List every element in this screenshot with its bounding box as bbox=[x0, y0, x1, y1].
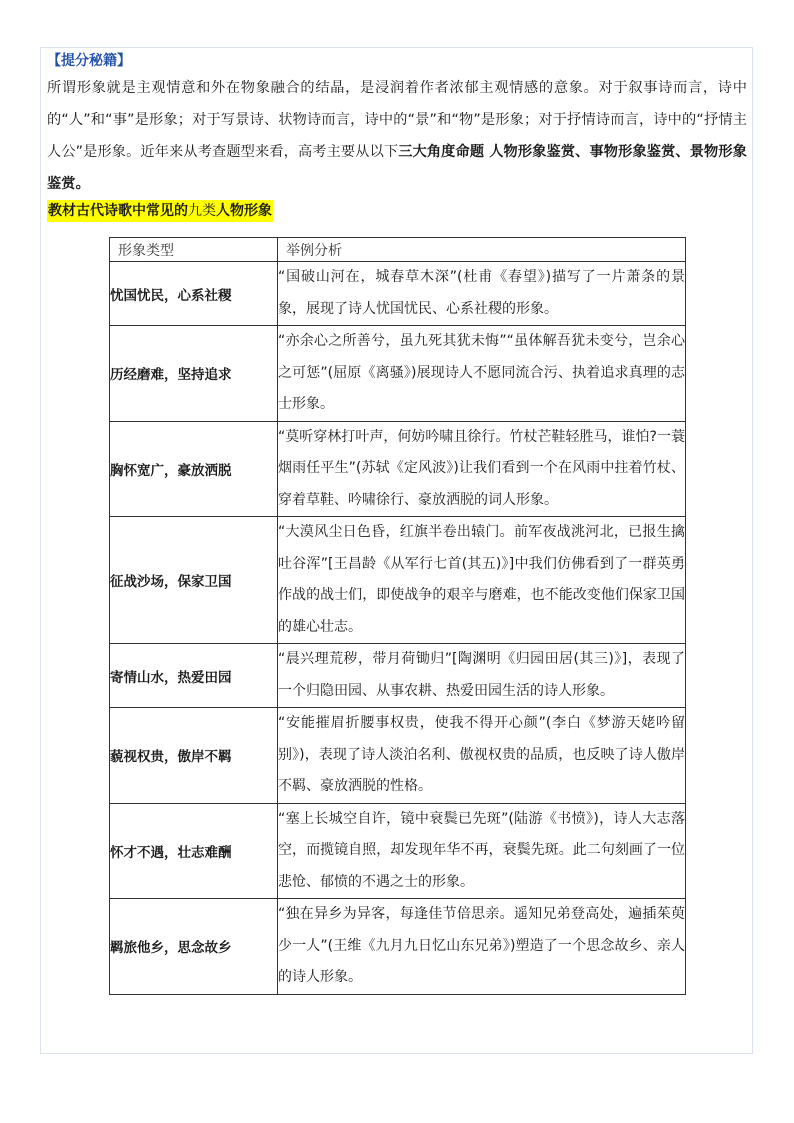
intro-emphasis: 三大角度命题 人物形象鉴赏、事物形象鉴赏、景物形象鉴赏。 bbox=[47, 144, 747, 192]
type-cell: 藐视权贵，傲岸不羁 bbox=[110, 708, 278, 804]
type-cell: 羁旅他乡，思念故乡 bbox=[110, 899, 278, 995]
section-heading bbox=[47, 200, 273, 222]
section-heading-prefix: 教材古代诗歌中常见的 bbox=[48, 203, 188, 219]
analysis-cell: “大漠风尘日色昏，红旗半卷出辕门。前军夜战洮河北，已报生擒吐谷浑”[王昌龄《从军行七首(其五)》]中我们仿佛看到了一群英勇作战的战士们，即使战争的艰辛与磨难，也不能改变他们保家卫国的雄心壮志。 bbox=[278, 517, 686, 644]
table-row bbox=[110, 899, 686, 995]
section-heading-suffix: 人物形象 bbox=[216, 203, 272, 219]
analysis-cell: “安能摧眉折腰事权贵，使我不得开心颜”(李白《梦游天姥吟留别》)，表现了诗人淡泊名利、傲视权贵的品质，也反映了诗人傲岸不羁、豪放洒脱的性格。 bbox=[278, 708, 686, 804]
section-heading-wrap bbox=[47, 200, 747, 226]
type-cell: 征战沙场，保家卫国 bbox=[110, 517, 278, 644]
analysis-cell: “国破山河在，城春草木深”(杜甫《春望》)描写了一片萧条的景象，展现了诗人忧国忧民、心系社稷的形象。 bbox=[278, 262, 686, 326]
document-content bbox=[47, 50, 747, 226]
analysis-cell: “塞上长城空自许，镜中衰鬓已先斑”(陆游《书愤》)，诗人大志落空，而揽镜自照，却发现年华不再，衰鬓先斑。此二句刻画了一位悲怆、郁愤的不遇之士的形象。 bbox=[278, 803, 686, 899]
table-header-row bbox=[110, 238, 686, 262]
header-type: 形象类型 bbox=[110, 238, 278, 262]
table-row bbox=[110, 644, 686, 708]
table-row bbox=[110, 803, 686, 899]
type-cell: 怀才不遇，壮志难酬 bbox=[110, 803, 278, 899]
intro-text: 所谓形象就是主观情意和外在物象融合的结晶，是浸润着作者浓郁主观情感的意象。对于叙事诗而言，诗中的“人”和“事”是形象；对于写景诗、状物诗而言，诗中的“景”和“物”是形象；对于抒情诗而言，诗中的“抒情主人公”是形象。近年来从考查题型来看，高考主要从以下 bbox=[47, 80, 747, 160]
analysis-cell: “莫听穿林打叶声，何妨吟啸且徐行。竹杖芒鞋轻胜马，谁怕?一蓑烟雨任平生”(苏轼《定风波》)让我们看到一个在风雨中拄着竹杖、穿着草鞋、吟啸徐行、豪放洒脱的词人形象。 bbox=[278, 421, 686, 517]
intro-paragraph bbox=[47, 72, 747, 200]
table-row bbox=[110, 517, 686, 644]
type-cell: 寄情山水，热爱田园 bbox=[110, 644, 278, 708]
table-row bbox=[110, 326, 686, 422]
type-cell: 忧国忧民，心系社稷 bbox=[110, 262, 278, 326]
character-image-table bbox=[109, 237, 686, 995]
table-row bbox=[110, 262, 686, 326]
analysis-cell: “亦余心之所善兮，虽九死其犹未悔”“虽体解吾犹未变兮，岂余心之可惩”(屈原《离骚》)展现诗人不愿同流合污、执着追求真理的志士形象。 bbox=[278, 326, 686, 422]
analysis-cell: “晨兴理荒秽，带月荷锄归”[陶渊明《归园田居(其三)》]，表现了一个归隐田园、从事农耕、热爱田园生活的诗人形象。 bbox=[278, 644, 686, 708]
tip-heading: 【提分秘籍】 bbox=[47, 53, 131, 69]
section-heading-mid: 九类 bbox=[188, 203, 216, 219]
type-cell: 历经磨难，坚持追求 bbox=[110, 326, 278, 422]
table-row bbox=[110, 421, 686, 517]
type-cell: 胸怀宽广，豪放洒脱 bbox=[110, 421, 278, 517]
table-row bbox=[110, 708, 686, 804]
analysis-cell: “独在异乡为异客，每逢佳节倍思亲。遥知兄弟登高处，遍插茱萸少一人”(王维《九月九日忆山东兄弟》)塑造了一个思念故乡、亲人的诗人形象。 bbox=[278, 899, 686, 995]
header-analysis: 举例分析 bbox=[278, 238, 686, 262]
